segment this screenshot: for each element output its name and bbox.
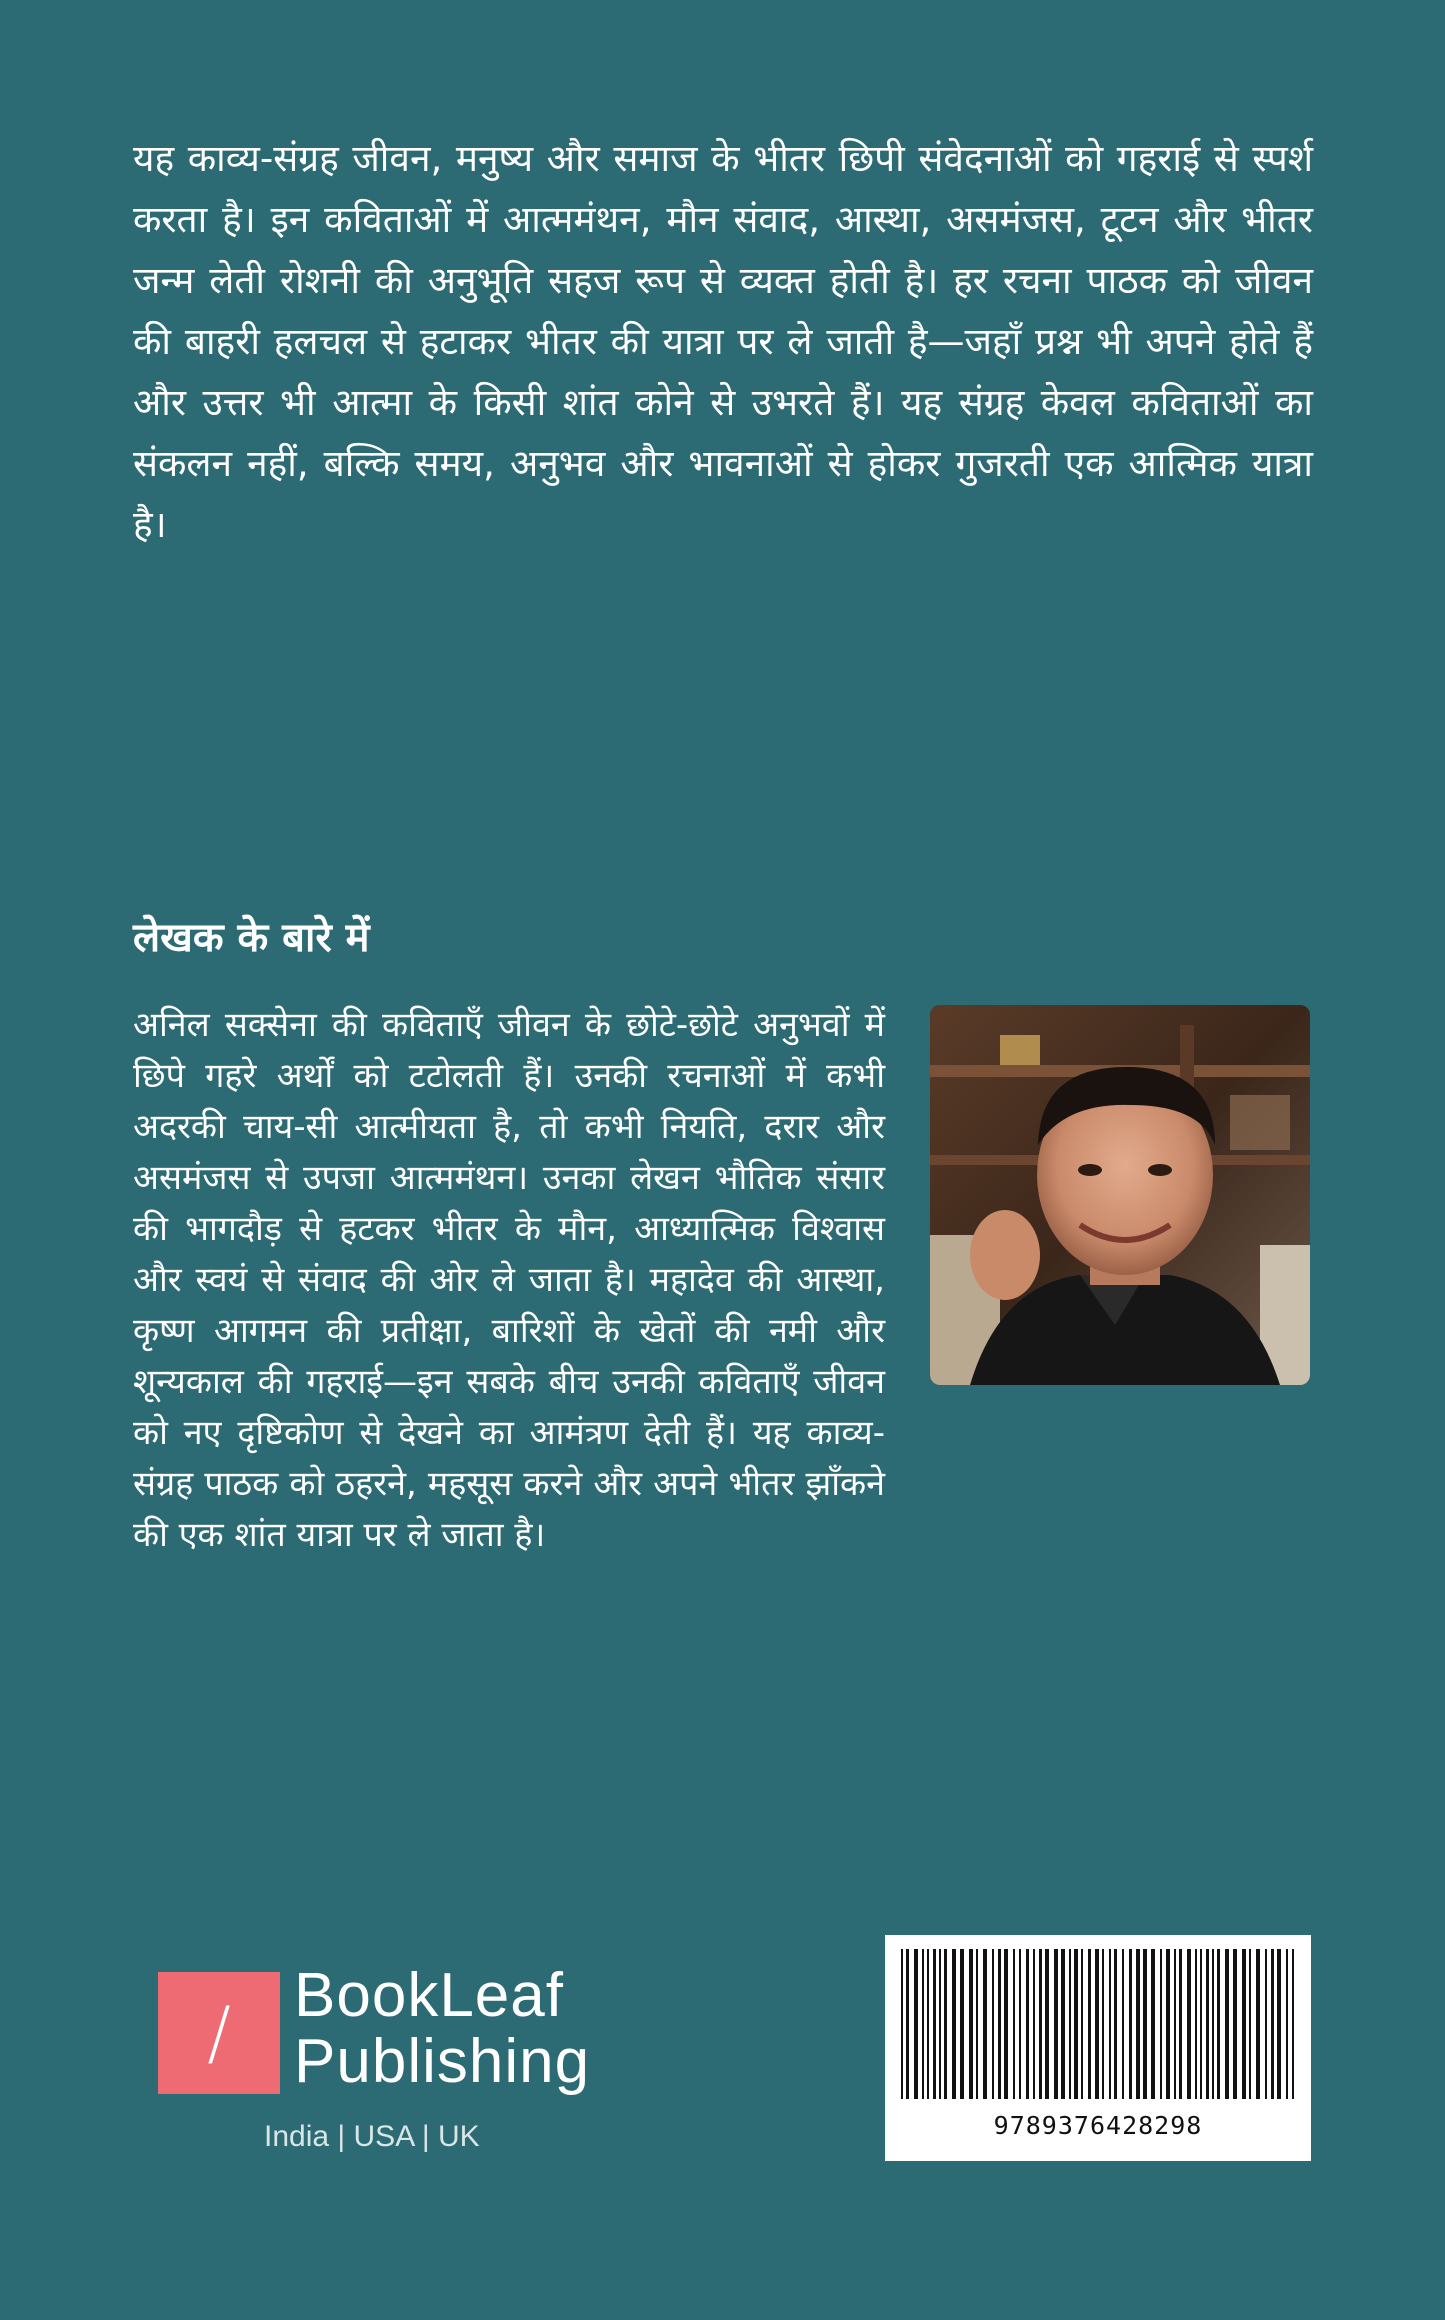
barcode-bar	[927, 1949, 929, 2099]
barcode-bar	[1292, 1949, 1294, 2099]
barcode-bar	[992, 1949, 994, 2099]
barcode-bar	[1109, 1949, 1111, 2099]
barcode-bar	[1081, 1949, 1083, 2099]
barcode-bar	[976, 1949, 978, 2099]
barcode-bar	[933, 1949, 936, 2099]
barcode-bar	[1277, 1949, 1281, 2099]
barcode-bar	[1233, 1949, 1237, 2099]
barcode-bar	[906, 1949, 909, 2099]
author-photo	[930, 1005, 1310, 1385]
barcode-bar	[1004, 1949, 1008, 2099]
barcode-bar	[1026, 1949, 1029, 2099]
barcode-bar	[1212, 1949, 1214, 2099]
barcode-bar	[1061, 1949, 1065, 2099]
barcode-bar	[1114, 1949, 1117, 2099]
barcode-bar	[1095, 1949, 1099, 2099]
barcode-bar	[1256, 1949, 1260, 2099]
barcode-bar	[1102, 1949, 1104, 2099]
barcode-bar	[1187, 1949, 1191, 2099]
barcode-bar	[1039, 1949, 1042, 2099]
isbn-number: 9789376428298	[993, 2111, 1203, 2140]
barcode-bar	[922, 1949, 924, 2099]
publisher-regions: India | USA | UK	[264, 2120, 480, 2153]
barcode-bar	[983, 1949, 987, 2099]
barcode-bar	[1143, 1949, 1147, 2099]
barcode-bar	[1129, 1949, 1132, 2099]
barcode-bar	[1160, 1949, 1162, 2099]
barcode-bar	[1033, 1949, 1035, 2099]
barcode-bar	[1271, 1949, 1274, 2099]
barcode-bar	[998, 1949, 1001, 2099]
barcode-bar	[1069, 1949, 1071, 2099]
barcode-bar	[1206, 1949, 1209, 2099]
back-cover-blurb: यह काव्य-संग्रह जीवन, मनुष्य और समाज के भीतर छिपी संवेदनाओं को गहराई से स्पर्श करता है। इन कविताओं में आत्ममंथन, मौन संवाद, आस्था, असमंजस, टूटन और भीतर जन्म लेती रोशनी की अनुभूति सहज रूप से व्यक्त होती है। हर रचना पाठक को जीवन की बाहरी हलचल से हटाकर भीतर की यात्रा पर ले जाती है—जहाँ प्रश्न भी अपने होते हैं और उत्तर भी आत्मा के किसी शांत कोने से उभरते हैं। यह संग्रह केवल कविताओं का संकलन नहीं, बल्कि समय, अनुभव और भावनाओं से होकर गुजरती एक आत्मिक यात्रा है।	[133, 137, 1313, 546]
barcode-bar	[944, 1949, 947, 2099]
barcode-bar	[1019, 1949, 1021, 2099]
barcode-bar	[1054, 1949, 1058, 2099]
barcode-bar	[939, 1949, 941, 2099]
barcode-bar	[1217, 1949, 1220, 2099]
barcode-bar	[914, 1949, 918, 2099]
barcode-bar	[1195, 1949, 1197, 2099]
author-bio: अनिल सक्सेना की कविताएँ जीवन के छोटे-छोटे अनुभवों में छिपे गहरे अर्थों को टटोलती हैं। उनकी रचनाओं में कभी अदरकी चाय-सी आत्मीयता है, तो कभी नियति, दरार और असमंजस से उपजा आत्ममंथन। उनका लेखन भौतिक संसार की भागदौड़ से हटकर भीतर के मौन, आध्यात्मिक विश्वास और स्वयं से संवाद की ओर ले जाता है। महादेव की आस्था, कृष्ण आगमन की प्रतीक्षा, बारिशों के खेतों की नमी और शून्यकाल की गहराई—इन सबके बीच उनकी कविताएँ जीवन को नए दृष्टिकोण से देखने का आमंत्रण देती हैं। यह काव्य-संग्रह पाठक को ठहरने, महसूस करने और अपने भीतर झाँकने की एक शांत यात्रा पर ले जाता है।	[133, 1005, 885, 1555]
barcode-bar	[1136, 1949, 1140, 2099]
barcode-bar	[969, 1949, 973, 2099]
barcode-bar	[901, 1949, 903, 2099]
publisher-name-line1: BookLeaf	[294, 1961, 564, 2030]
barcode-bar	[1174, 1949, 1176, 2099]
barcode-bar	[1013, 1949, 1015, 2099]
barcode-bar	[1200, 1949, 1202, 2099]
slash-icon: /	[207, 1992, 231, 2074]
barcode-bar	[1179, 1949, 1182, 2099]
barcode-bar	[1225, 1949, 1229, 2099]
barcode-bar	[1074, 1949, 1078, 2099]
barcode-bar	[960, 1949, 964, 2099]
publisher-logo-mark	[158, 1972, 280, 2094]
publisher-name-line2: Publishing	[294, 2027, 591, 2096]
barcode-bar	[1249, 1949, 1251, 2099]
isbn-barcode	[885, 1935, 1311, 2161]
barcode-bar	[1265, 1949, 1267, 2099]
barcode-bar	[1286, 1949, 1288, 2099]
barcode-bar	[1166, 1949, 1170, 2099]
about-author-heading: लेखक के बारे में	[133, 915, 370, 961]
barcode-bar	[1151, 1949, 1155, 2099]
barcode-bar	[1045, 1949, 1049, 2099]
barcode-bar	[1242, 1949, 1246, 2099]
barcode-bar	[1088, 1949, 1091, 2099]
barcode-bar	[1122, 1949, 1124, 2099]
barcode-bar	[952, 1949, 956, 2099]
